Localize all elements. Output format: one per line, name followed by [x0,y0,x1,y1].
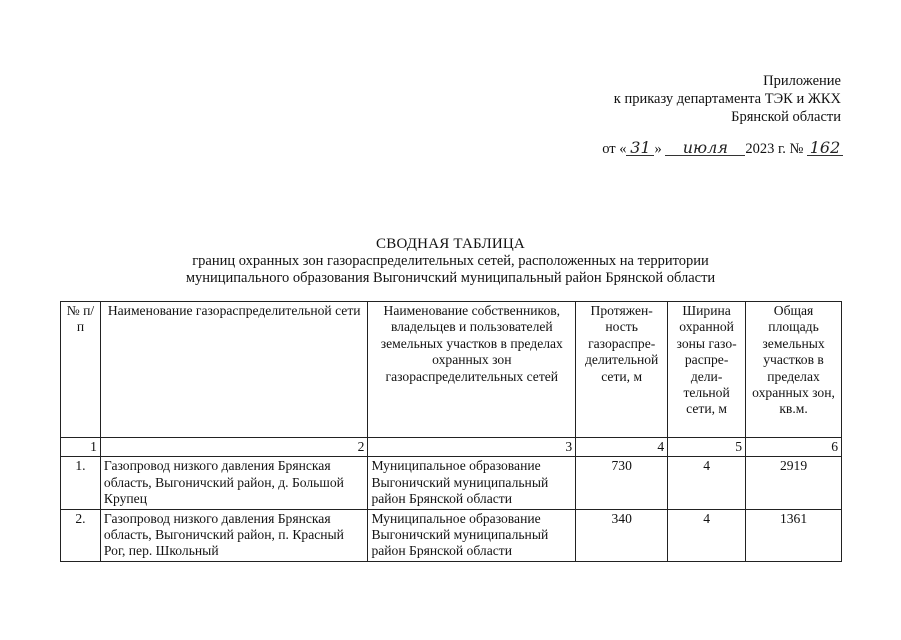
column-number: 3 [368,438,576,457]
appendix-title: Приложение [763,73,841,89]
row-network-name: Газопровод низкого давления Брянская область, Выгоничский район, д. Большой Крупец [100,457,368,509]
row-zone-width: 4 [668,457,746,509]
header-total-area: Общая площадь земельных участков в пределах охранных зон, кв.м. [746,302,842,438]
row-number: 2. [61,509,101,561]
document-subtitle-line2: муниципального образования Выгоничский муниципальный район Брянской области [185,270,716,286]
header-number: № п/п [61,302,101,438]
column-number-row [61,438,842,457]
appendix-order-ref: к приказу департамента ТЭК и ЖКХ [613,91,841,107]
column-number: 1 [61,438,101,457]
row-network-name: Газопровод низкого давления Брянская область, Выгоничский район, п. Красный Рог, пер. Школьный [100,509,368,561]
row-length: 340 [576,509,668,561]
appendix-region: Брянской области [731,109,841,125]
header-network-name: Наименование газораспределительной сети [100,302,368,438]
document-title-block [0,236,901,287]
header-length: Протяжен-ность газораспре-делительной сети, м [576,302,668,438]
document-title: СВОДНАЯ ТАБЛИЦА [376,236,525,252]
column-number: 4 [576,438,668,457]
document-subtitle-line1: границ охранных зон газораспределительных сетей, расположенных на территории [192,253,709,269]
appendix-header [614,72,841,126]
column-number: 5 [668,438,746,457]
row-length: 730 [576,457,668,509]
order-month-handwritten: июля [665,140,745,156]
header-owners: Наименование собственников, владельцев и пользователей земельных участков в пределах охранных зон газораспределительных сетей [368,302,576,438]
column-number: 6 [746,438,842,457]
row-total-area: 2919 [746,457,842,509]
row-owners: Муниципальное образование Выгоничский муниципальный район Брянской области [368,457,576,509]
order-quote-close: » [654,141,662,157]
table-row [61,457,842,509]
order-year-text: 2023 г. № [745,141,804,157]
row-number: 1. [61,457,101,509]
row-owners: Муниципальное образование Выгоничский муниципальный район Брянской области [368,509,576,561]
order-date-line [602,140,843,158]
column-number: 2 [100,438,368,457]
order-day-handwritten: 31 [626,140,654,156]
order-number-handwritten: 162 [807,140,843,156]
row-zone-width: 4 [668,509,746,561]
table-header-row [61,302,842,438]
header-zone-width: Ширина охранной зоны газо-распре-дели-тельной сети, м [668,302,746,438]
order-date-prefix: от « [602,141,627,157]
table-row [61,509,842,561]
summary-table [60,301,842,562]
row-total-area: 1361 [746,509,842,561]
